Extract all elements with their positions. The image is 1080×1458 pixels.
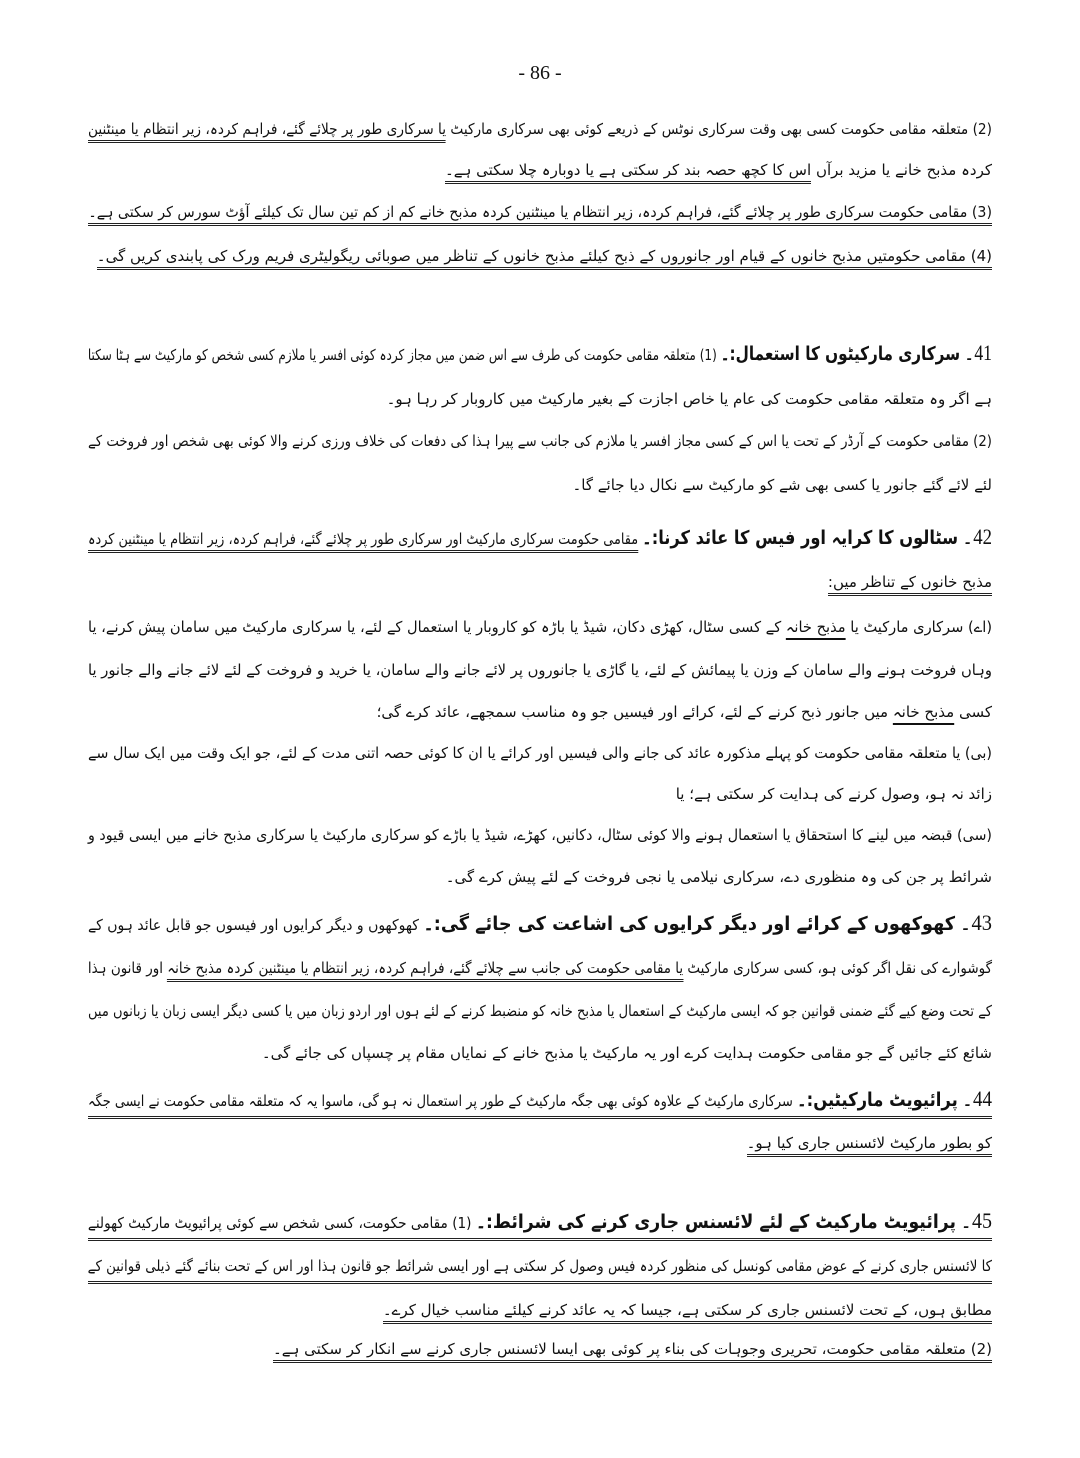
underlined-text: (4) مقامی حکومتیں مذبح خانوں کے قیام اور جانوروں کے ذبح کیلئے مذبح خانوں کے تناظر میں صوبائی ریگولیٹری فریم ورک کی پابندی کریں گی۔ xyxy=(97,247,992,270)
s41-line4: لئے لائے گئے جانور یا کسی بھی شے کو مارکیٹ سے نکال دیا جائے گا۔ xyxy=(572,476,992,494)
section-number: 45۔ xyxy=(960,1208,992,1233)
underlined-text: مقامی حکومت سرکاری مارکیٹ اور سرکاری طور پر چلائے گئے، فراہم کردہ، زیر انتظام یا مینٹنین کردہ xyxy=(88,530,638,553)
underlined-text: یا مقامی حکومت کی جانب سے چلائے گئے، فراہم کردہ، زیر انتظام یا مینٹنین کردہ مذبح خانہ xyxy=(167,959,683,982)
s42-line1 xyxy=(88,524,992,552)
s43-line2 xyxy=(88,955,992,981)
section-number: 42۔ xyxy=(962,524,992,549)
s44-line1 xyxy=(88,1086,992,1119)
s41-line3: (2) مقامی حکومت کے آرڈر کے تحت یا اس کے کسی مجاز افسر یا ملازم کی جانب سے پیرا ہذا کی دفعات کی خلاف ورزی کرنے والا کوئی بھی شخص اور فروخت کے xyxy=(88,432,992,450)
text: کسی xyxy=(954,703,992,721)
s44-line2 xyxy=(88,1130,992,1156)
text: گوشوارے کی نقل اگر کوئی ہو، کسی سرکاری مارکیٹ xyxy=(687,959,992,977)
s43-line4: شائع کئے جائیں گے جو مقامی حکومت ہدایت کرے اور یہ مارکیٹ یا مذبح خانے کے نمایاں مقام پر چسپاں کی جائے گی۔ xyxy=(261,1044,992,1062)
text: سرکاری مارکیٹ کے علاوہ کوئی بھی جگہ مارکیٹ کے طور پر استعمال نہ ہو گی، ماسوا یہ کہ متعلقہ مقامی حکومت نے ایسی جگہ xyxy=(87,1092,793,1110)
section-title: پرائیویٹ مارکیٹ کے لئے لائسنس جاری کرنے کی شرائط:۔ xyxy=(475,1211,956,1233)
underlined-text: مذبح خانہ xyxy=(892,703,955,721)
text: (1) مقامی حکومت، کسی شخص سے کوئی پرائیویٹ مارکیٹ کھولنے xyxy=(87,1214,472,1232)
section-number: 44۔ xyxy=(961,1086,992,1111)
underlined-text: مذبح خانہ xyxy=(785,618,846,636)
text: کے کسی سٹال، کھڑی دکان، شیڈ یا باڑہ کو کاروبار یا استعمال کے لئے، یا سرکاری مارکیٹ میں سامان پیش کرنے، یا xyxy=(88,618,786,636)
underlined-text: (2) متعلقہ مقامی حکومت، تحریری وجوہات کی بناء پر کوئی بھی ایسا لائسنس جاری کرنے سے انکار کر سکتی ہے۔ xyxy=(273,1340,992,1363)
text: (اے) سرکاری مارکیٹ یا xyxy=(845,618,993,636)
text: (2) متعلقہ مقامی حکومت کسی بھی وقت سرکاری نوٹس کے ذریعے کوئی بھی سرکاری مارکیٹ xyxy=(450,120,992,138)
text: میں جانور ذبح کرنے کے لئے، کرائے اور فیسیں جو وہ مناسب سمجھے، عائد کرے گی؛ xyxy=(376,703,893,721)
s42-c-line2: شرائط پر جن کی وہ منظوری دے، سرکاری نیلامی یا نجی فروخت کے لئے پیش کرے گی۔ xyxy=(445,868,992,886)
s42-a-line1 xyxy=(88,614,992,640)
s45-line3 xyxy=(88,1297,992,1323)
s40-p3 xyxy=(88,199,992,225)
s42-line2 xyxy=(88,569,992,595)
s42-b-line2: زائد نہ ہو، وصول کرنے کی ہدایت کر سکتی ہے؛ یا xyxy=(675,785,992,803)
s42-b-line1: (بی) یا متعلقہ مقامی حکومت کو پہلے مذکورہ عائد کی جانے والی فیسیں اور کرائے یا ان کا کوئی حصہ اتنی مدت کے لئے، جو ایک وقت میں ایک سال سے xyxy=(88,744,992,762)
s41-line1 xyxy=(88,340,992,368)
text: کھوکھوں و دیگر کرایوں اور فیسوں جو قابل عائد ہوں کے xyxy=(88,916,419,934)
section-number: 41۔ xyxy=(963,340,992,365)
s40-p4 xyxy=(88,243,992,269)
s45-line1 xyxy=(88,1208,992,1241)
s41-line2: ہے اگر وہ متعلقہ مقامی حکومت کی عام یا خاص اجازت کے بغیر مارکیٹ میں کاروبار کر رہا ہو۔ xyxy=(386,390,992,408)
s45-line2: کا لائسنس جاری کرنے کے عوض مقامی کونسل کی منظور کردہ فیس وصول کر سکتی ہے اور ایسی شرائط جو قانون ہذا اور اس کے تحت بنائے گئے ذیلی قوانین کے xyxy=(88,1253,992,1284)
s40-p2-line1 xyxy=(88,116,992,142)
underlined-text: مطابق ہوں، کے تحت لائسنس جاری کر سکتی ہے، جیسا کہ یہ عائد کرنے کیلئے مناسب خیال کرے۔ xyxy=(383,1301,992,1324)
s43-line1 xyxy=(88,910,992,938)
section-number: 43۔ xyxy=(959,910,992,935)
page-number: - 86 - xyxy=(518,62,562,84)
section-title: کھوکھوں کے کرائے اور دیگر کرایوں کی اشاعت کی جائے گی:۔ xyxy=(423,913,956,935)
underlined-text: اس کا کچھ حصہ بند کر سکتی ہے یا دوبارہ چلا سکتی ہے۔ xyxy=(445,161,811,184)
section-title: پرائیویٹ مارکیٹیں:۔ xyxy=(797,1089,958,1111)
text: اور قانون ہذا xyxy=(87,959,168,977)
s43-line3: کے تحت وضع کیے گئے ضمنی قوانین جو کہ ایسی مارکیٹ کے استعمال یا مذبح خانہ کو منضبط کرنے کے لئے ہوں اور اردو زبان میں یا کسی دیگر ایسی زبان یا زبانوں میں xyxy=(88,1002,992,1020)
underlined-text: (3) مقامی حکومت سرکاری طور پر چلائے گئے، فراہم کردہ، زیر انتظام یا مینٹنین کردہ مذبح خانے کم از کم تین سال تک کیلئے آؤٹ سورس کر سکتی ہے۔ xyxy=(88,203,992,226)
underlined-text: کو بطور مارکیٹ لائسنس جاری کیا ہو۔ xyxy=(747,1134,992,1157)
s42-a-line2: وہاں فروخت ہونے والے سامان کے وزن یا پیمائش کے لئے، یا گاڑی یا جانوروں پر لائے جانے والے سامان، یا خرید و فروخت کے لئے لائے جانے والے جانور یا xyxy=(87,661,992,679)
underlined-text: یا سرکاری طور پر چلائے گئے، فراہم کردہ، زیر انتظام یا مینٹنین xyxy=(88,120,446,143)
underlined-text: مذبح خانوں کے تناظر میں: xyxy=(828,573,992,596)
s45-line4 xyxy=(88,1336,992,1362)
s40-p2-line2 xyxy=(88,157,992,183)
s42-a-line3 xyxy=(88,699,992,725)
section-title: سٹالوں کا کرایہ اور فیس کا عائد کرنا:۔ xyxy=(642,527,959,549)
section-title: سرکاری مارکیٹوں کا استعمال:۔ xyxy=(720,343,961,365)
text: (1) متعلقہ مقامی حکومت کی طرف سے اس ضمن میں مجاز کردہ کوئی افسر یا ملازم کسی شخص کو مارکیٹ سے ہٹا سکتا xyxy=(87,346,717,364)
s42-c-line1: (سی) قبضہ میں لینے کا استحقاق یا استعمال ہونے والا کوئی سٹال، دکانیں، کھڑے، شیڈ یا باڑے کو سرکاری مارکیٹ یا سرکاری مذبح خانے میں ایسی قیود و xyxy=(88,826,992,844)
text: کردہ مذبح خانے یا مزید برآں xyxy=(815,161,992,179)
